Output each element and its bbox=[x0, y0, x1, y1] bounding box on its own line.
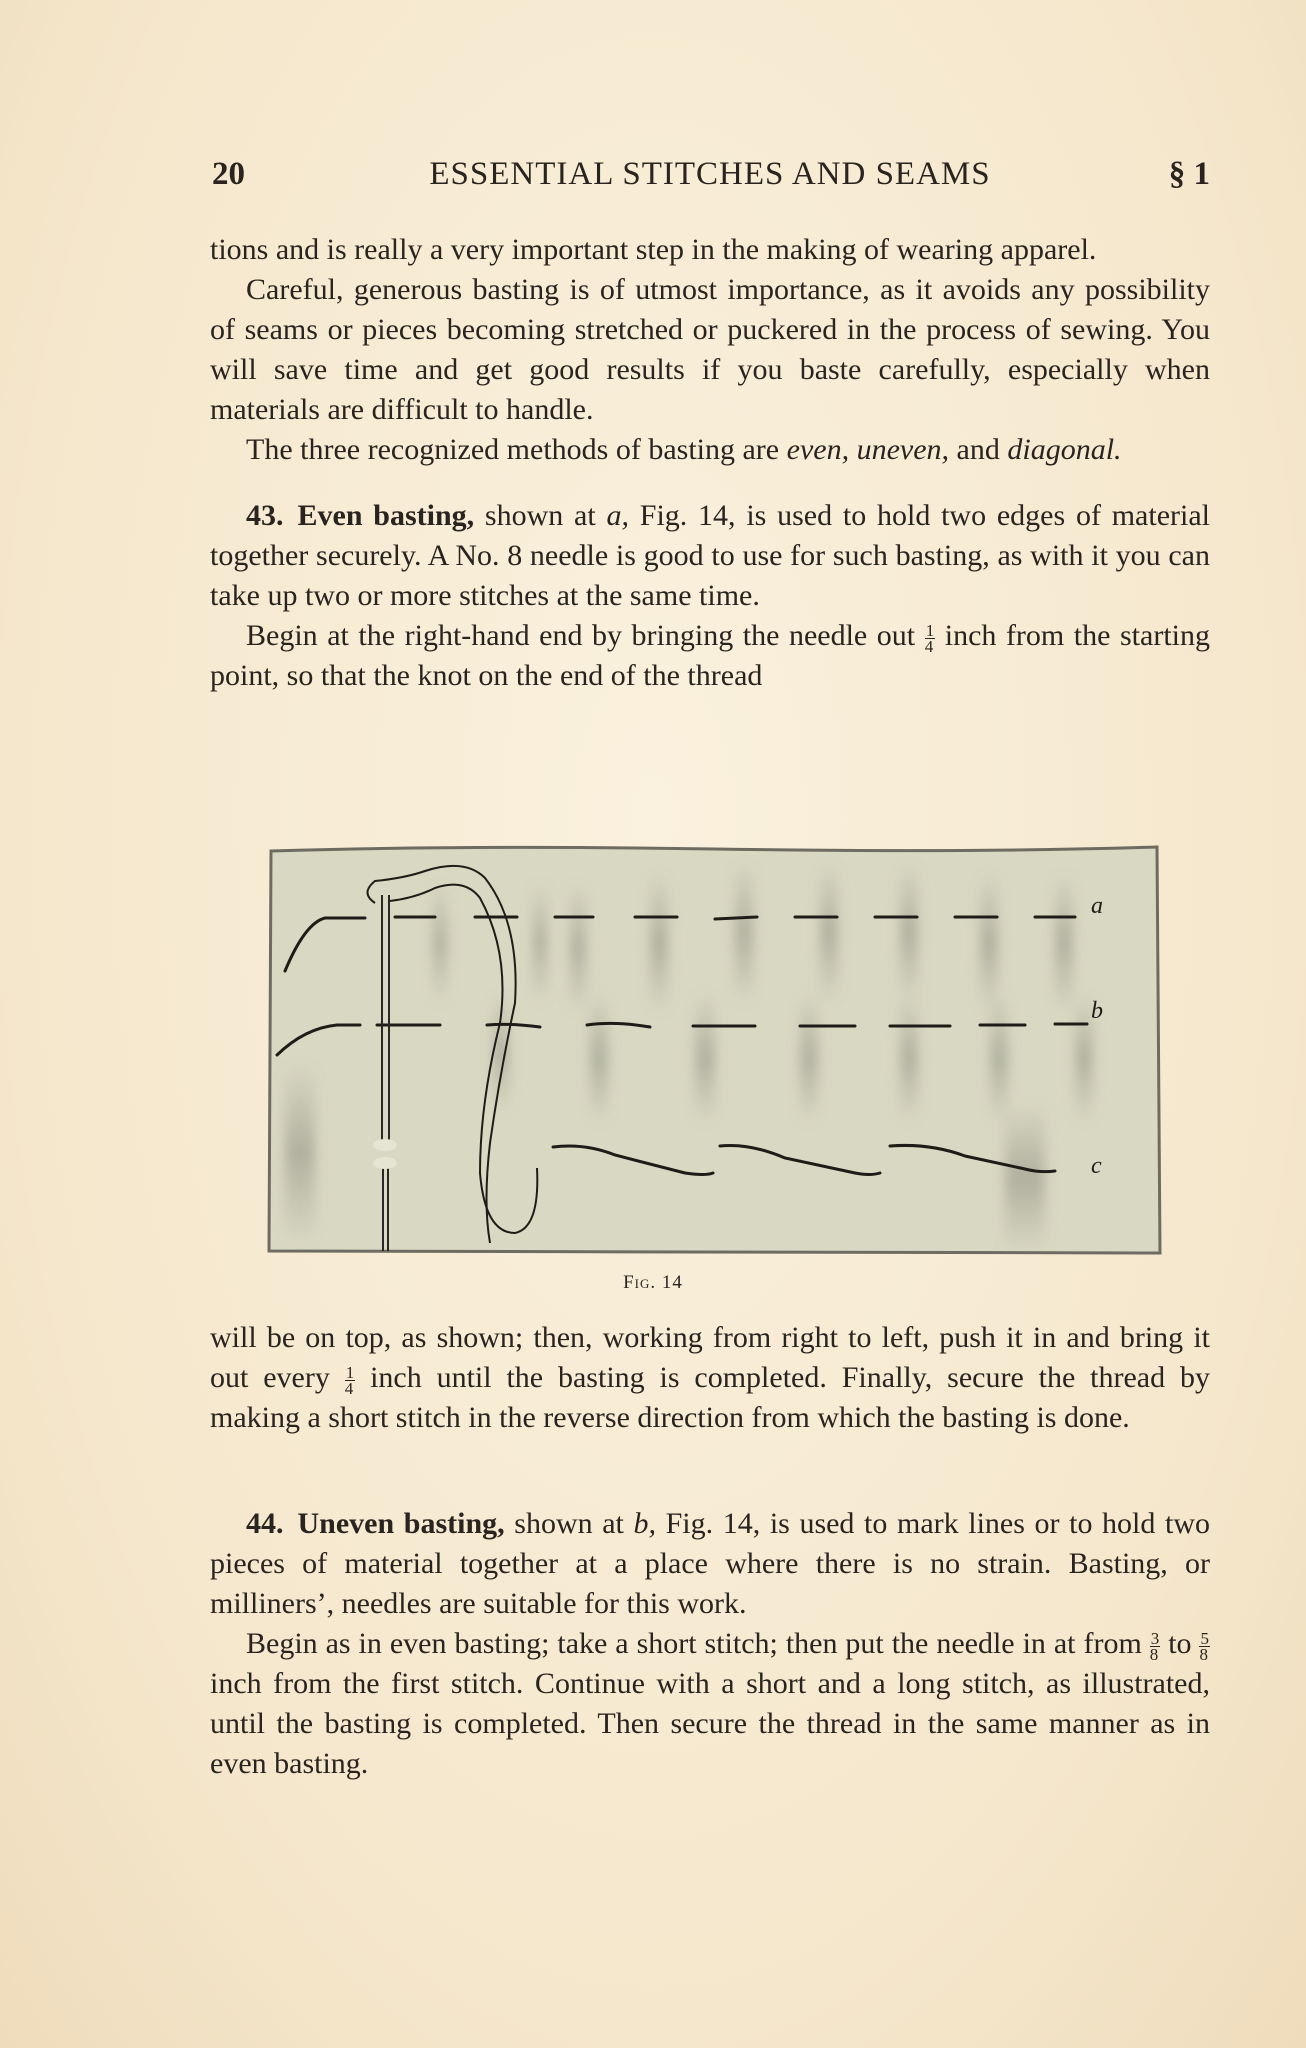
text-run: to bbox=[1160, 1627, 1200, 1660]
fraction-three-eighths bbox=[1149, 1628, 1161, 1664]
figure-caption: Fig. 14 bbox=[623, 1272, 683, 1293]
label-b: b bbox=[1091, 998, 1103, 1024]
section-43 bbox=[210, 496, 1210, 616]
figure-ref-b: b, bbox=[633, 1507, 656, 1540]
section-marker: § 1 bbox=[1168, 156, 1210, 192]
text-block-section-44 bbox=[210, 1504, 1210, 1784]
text-run: will be on top, as shown; then, working from right to left, push it in and bring it out every bbox=[210, 1321, 1210, 1394]
term-even: even, bbox=[786, 433, 850, 466]
section-number: 43. bbox=[246, 499, 284, 532]
paragraph-begin-as-even bbox=[210, 1624, 1210, 1784]
text-run: Begin at the right-hand end by bringing the needle out bbox=[246, 619, 925, 652]
running-head bbox=[210, 152, 1210, 196]
term-diagonal: diagonal. bbox=[1007, 433, 1122, 466]
fraction-denominator: 8 bbox=[1149, 1644, 1159, 1664]
term-uneven: uneven, bbox=[856, 433, 950, 466]
label-a: a bbox=[1091, 893, 1103, 919]
row-a-stitch bbox=[715, 917, 757, 919]
paragraph-basting-methods bbox=[210, 430, 1210, 470]
text-run: inch from the first stitch. Continue with a short and a long stitch, as illustrated, until the basting is completed. Then secure the thread in the same manner as in even basting. bbox=[210, 1667, 1210, 1780]
text-run: and bbox=[949, 433, 1008, 466]
fraction-numerator: 5 bbox=[1200, 1628, 1209, 1648]
text-run: inch until the basting is completed. Finally, secure the thread by making a short stitch in the reverse direction from which the basting is done. bbox=[210, 1361, 1210, 1434]
label-c: c bbox=[1091, 1153, 1102, 1179]
text-run: shown at bbox=[504, 1507, 634, 1540]
fraction-denominator: 4 bbox=[344, 1378, 354, 1398]
text-run: Begin as in even basting; take a short stitch; then put the needle in at from bbox=[246, 1627, 1150, 1660]
text-block-after-figure bbox=[210, 1318, 1210, 1438]
fraction-quarter bbox=[344, 1362, 356, 1398]
fraction-numerator: 1 bbox=[925, 620, 935, 640]
section-heading: Uneven basting, bbox=[297, 1507, 505, 1540]
basting-stitches-drawing bbox=[265, 843, 1162, 1255]
fraction-denominator: 4 bbox=[924, 636, 934, 656]
chapter-title: ESSENTIAL STITCHES AND SEAMS bbox=[429, 156, 991, 192]
fraction-five-eighths bbox=[1199, 1628, 1210, 1664]
paragraph-begin-right-hand bbox=[210, 616, 1210, 696]
paragraph-careful-basting: Careful, generous basting is of utmost importance, as it avoids any possibility of seams or pieces becoming stretched or puckered in the process of sewing. You will save time and get good results if you baste carefully, especially when materials are difficult to handle. bbox=[210, 273, 1210, 426]
page-number: 20 bbox=[212, 156, 245, 192]
fraction-denominator: 8 bbox=[1199, 1644, 1208, 1664]
paragraph-working-right-to-left bbox=[210, 1318, 1210, 1438]
text-run: Fig. 14, is used to mark lines or to hold two pieces of material together at a place where there is no strain. Basting, or milliners’, needles are suitable for this work. bbox=[210, 1507, 1210, 1620]
section-number: 44. bbox=[246, 1507, 284, 1540]
section-heading: Even basting, bbox=[297, 499, 475, 532]
text-run: The three recognized methods of basting are bbox=[246, 433, 787, 466]
paragraph-continuation: tions and is really a very important step in the making of wearing apparel. bbox=[210, 233, 1097, 266]
fraction-numerator: 1 bbox=[345, 1362, 355, 1382]
figure-14-illustration bbox=[265, 843, 1162, 1255]
text-run: Fig. 14, is used to hold two edges of material together securely. A No. 8 needle is good to use for such basting, as with it you can take up two or more stitches at the same time. bbox=[210, 499, 1210, 612]
fraction-numerator: 3 bbox=[1150, 1628, 1160, 1648]
text-run: shown at bbox=[474, 499, 607, 532]
section-44 bbox=[210, 1504, 1210, 1624]
text-block-top bbox=[210, 230, 1210, 696]
figure-ref-a: a, bbox=[606, 499, 629, 532]
text-run: inch from the starting point, so that the knot on the end of the thread bbox=[210, 619, 1210, 692]
fraction-quarter bbox=[924, 620, 936, 656]
